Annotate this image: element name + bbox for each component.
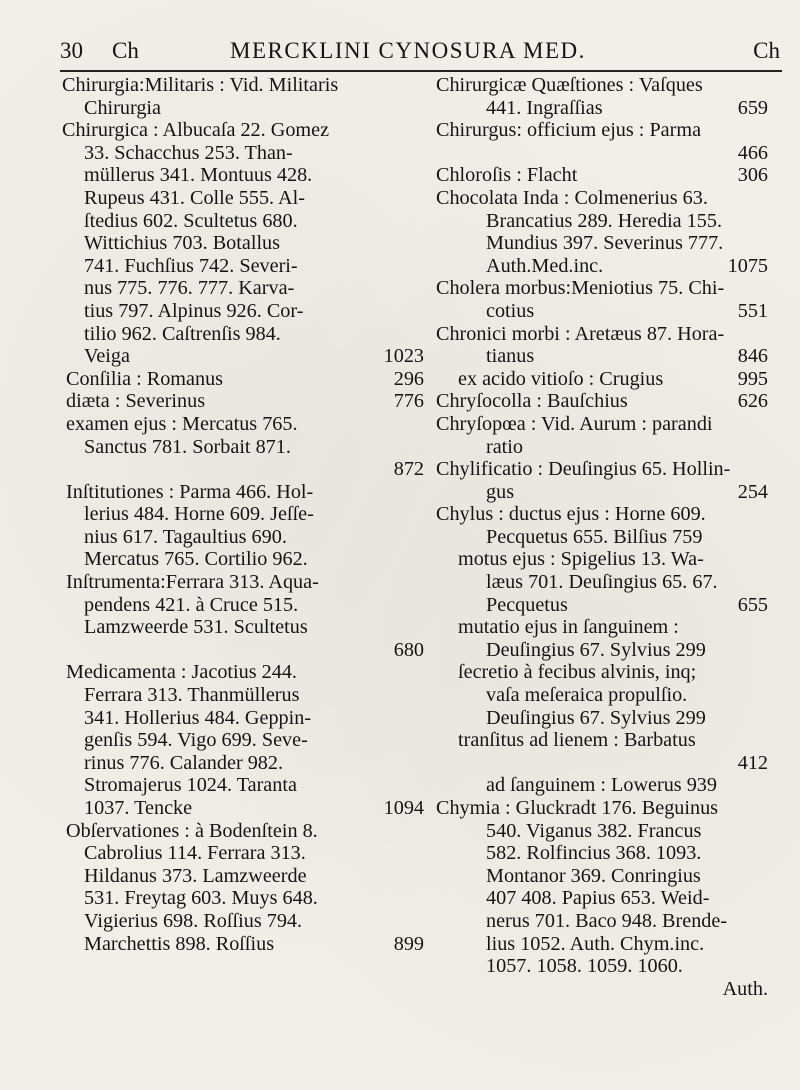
index-line xyxy=(62,390,424,413)
index-text: vaſa meſeraica propulſio. xyxy=(486,684,688,707)
index-text: Wittichius 703. Botallus xyxy=(84,232,281,255)
index-page-ref: 776 xyxy=(393,390,424,413)
index-page-ref: 846 xyxy=(737,345,768,368)
index-line xyxy=(62,571,424,594)
index-page-ref: 659 xyxy=(737,96,768,119)
index-text: Veiga xyxy=(84,345,130,368)
index-text: Auth.Med.inc. xyxy=(486,254,604,277)
index-line xyxy=(62,255,424,278)
index-line xyxy=(62,797,424,820)
index-line xyxy=(436,74,768,97)
index-line xyxy=(436,232,768,255)
index-line xyxy=(62,74,424,97)
index-text: Mundius 397. Severinus 777. xyxy=(486,232,724,255)
index-text: Sanctus 781. Sorbait 871. xyxy=(84,435,291,458)
index-text: 1057. 1058. 1059. 1060. xyxy=(486,955,683,978)
index-text: nus 775. 776. 777. Karva- xyxy=(84,277,295,300)
index-line xyxy=(436,164,768,187)
index-page-ref: Auth. xyxy=(722,977,768,1000)
index-line xyxy=(62,142,424,165)
index-text: 582. Rolfincius 368. 1093. xyxy=(486,842,702,865)
index-text: ſtedius 602. Scultetus 680. xyxy=(84,209,298,232)
index-line xyxy=(436,390,768,413)
index-text: 531. Freytag 603. Muys 648. xyxy=(84,887,318,910)
index-text: 1037. Tencke xyxy=(84,797,193,819)
index-page-ref: 306 xyxy=(737,164,768,187)
page-number: 30 xyxy=(60,38,83,63)
index-text: Chryſocolla : Bauſchius xyxy=(436,390,628,413)
index-page-ref: 254 xyxy=(737,480,768,503)
index-page-ref: 551 xyxy=(737,299,768,322)
index-text: nius 617. Tagaultius 690. xyxy=(84,525,287,548)
index-line xyxy=(436,255,768,278)
index-line xyxy=(62,277,424,300)
index-line xyxy=(62,323,424,346)
index-text: müllerus 341. Montuus 428. xyxy=(84,164,313,187)
index-line xyxy=(436,752,768,775)
index-text: Chronici morbi : Aretæus 87. Hora- xyxy=(436,322,725,345)
index-line xyxy=(436,97,768,120)
running-head-left: Ch xyxy=(112,38,139,63)
index-text: Chirurgia:Militaris : Vid. Militaris xyxy=(62,74,339,96)
index-line xyxy=(436,797,768,820)
index-text: Hildanus 373. Lamzweerde xyxy=(84,864,307,887)
index-page-ref: 872 xyxy=(393,458,424,481)
index-line xyxy=(436,548,768,571)
index-line xyxy=(62,97,424,120)
index-page-ref: 412 xyxy=(737,751,768,774)
index-line xyxy=(436,300,768,323)
index-line xyxy=(62,503,424,526)
index-text: Chylificatio : Deuſingius 65. Hollin- xyxy=(436,458,731,481)
index-column-right xyxy=(436,74,768,1000)
index-line xyxy=(436,142,768,165)
index-text: 407 408. Papius 653. Weid- xyxy=(486,887,710,910)
index-text: Chymia : Gluckradt 176. Beguinus xyxy=(436,797,719,819)
index-line xyxy=(62,232,424,255)
index-line xyxy=(62,661,424,684)
index-line xyxy=(62,368,424,391)
index-line xyxy=(62,164,424,187)
index-line xyxy=(436,707,768,730)
index-text: Lamzweerde 531. Scultetus xyxy=(84,616,308,639)
index-text: Rupeus 431. Colle 555. Al- xyxy=(84,186,305,209)
index-page-ref: 466 xyxy=(737,141,768,164)
index-line xyxy=(62,458,424,481)
index-line xyxy=(436,503,768,526)
index-line xyxy=(62,616,424,639)
index-line xyxy=(436,661,768,684)
index-text: gus xyxy=(486,480,515,503)
index-line xyxy=(436,978,768,1001)
index-line xyxy=(436,865,768,888)
index-text: Brancatius 289. Heredia 155. xyxy=(486,209,723,232)
index-text: Chirurgica : Albucaſa 22. Gomez xyxy=(62,119,330,142)
index-line xyxy=(436,345,768,368)
index-line xyxy=(436,119,768,142)
index-text: Conſilia : Romanus xyxy=(66,367,224,390)
index-page-ref: 899 xyxy=(393,932,424,955)
index-text: tius 797. Alpinus 926. Cor- xyxy=(84,299,304,322)
index-text: tianus xyxy=(486,345,535,368)
index-text: Montanor 369. Conringius xyxy=(486,864,701,887)
index-line xyxy=(62,842,424,865)
index-text: Obſervationes : à Bodenſtein 8. xyxy=(66,819,318,842)
index-text: nerus 701. Baco 948. Brende- xyxy=(486,909,728,932)
index-line xyxy=(436,820,768,843)
index-text: Inſtrumenta:Ferrara 313. Aqua- xyxy=(66,571,319,594)
index-line xyxy=(62,774,424,797)
index-line xyxy=(62,933,424,956)
index-text: Marchettis 898. Roſſius xyxy=(84,932,275,955)
index-line xyxy=(436,955,768,978)
index-text: ſecretio à fecibus alvinis, inq; xyxy=(458,661,697,684)
index-text: Chirurgus: officium ejus : Parma xyxy=(436,119,702,142)
index-page-ref: 626 xyxy=(737,390,768,413)
index-text: Chirurgia xyxy=(84,96,162,119)
index-text: Pecquetus 655. Bilſius 759 xyxy=(486,525,703,548)
index-line xyxy=(62,119,424,142)
page-title: MERCKLINI CYNOSURA MED. xyxy=(230,38,586,63)
index-text: Chylus : ductus ejus : Horne 609. xyxy=(436,503,706,526)
index-line xyxy=(436,774,768,797)
index-text: pendens 421. à Cruce 515. xyxy=(84,593,299,616)
index-text: diæta : Severinus xyxy=(66,390,206,413)
index-text: 441. Ingraſſias xyxy=(486,96,603,119)
index-text: Chryſopœa : Vid. Aurum : parandi xyxy=(436,412,713,435)
index-line xyxy=(436,436,768,459)
index-text: 540. Viganus 382. Francus xyxy=(486,819,702,842)
index-page-ref: 1094 xyxy=(383,797,424,819)
index-line xyxy=(436,684,768,707)
index-page-ref: 1023 xyxy=(383,345,424,368)
index-line xyxy=(436,526,768,549)
index-text: rinus 776. Calander 982. xyxy=(84,751,284,774)
index-line xyxy=(62,210,424,233)
index-line xyxy=(62,707,424,730)
index-line xyxy=(436,458,768,481)
index-text: Chocolata Inda : Colmenerius 63. xyxy=(436,186,708,209)
index-line xyxy=(436,910,768,933)
index-line xyxy=(62,752,424,775)
index-line xyxy=(436,842,768,865)
index-text: ratio xyxy=(486,435,523,458)
running-header xyxy=(60,34,780,68)
index-line xyxy=(62,684,424,707)
index-text: 741. Fuchſius 742. Severi- xyxy=(84,254,298,277)
index-line xyxy=(436,277,768,300)
index-text: cotius xyxy=(486,299,535,322)
index-line xyxy=(436,571,768,594)
index-text: 33. Schacchus 253. Than- xyxy=(84,141,293,164)
index-line xyxy=(62,594,424,617)
index-line xyxy=(436,187,768,210)
index-line xyxy=(436,729,768,752)
index-text: lius 1052. Auth. Chym.inc. xyxy=(486,932,705,955)
index-text: tranſitus ad lienem : Barbatus xyxy=(458,729,696,752)
index-page-ref: 655 xyxy=(737,593,768,616)
index-line xyxy=(62,300,424,323)
index-text: Inſtitutiones : Parma 466. Hol- xyxy=(66,480,314,503)
index-text: Cholera morbus:Meniotius 75. Chi- xyxy=(436,277,725,300)
index-page-ref: 296 xyxy=(393,367,424,390)
index-text: Pecquetus xyxy=(486,593,568,616)
index-text: ex acido vitioſo : Crugius xyxy=(458,367,664,390)
index-text: Deuſingius 67. Sylvius 299 xyxy=(486,638,706,661)
index-line xyxy=(436,368,768,391)
index-text: Cabrolius 114. Ferrara 313. xyxy=(84,842,306,865)
index-line xyxy=(62,729,424,752)
index-text: Medicamenta : Jacotius 244. xyxy=(66,661,297,684)
index-text: 341. Hollerius 484. Geppin- xyxy=(84,706,312,729)
index-line xyxy=(436,594,768,617)
index-text: motus ejus : Spigelius 13. Wa- xyxy=(458,548,704,571)
index-text: tilio 962. Caſtrenſis 984. xyxy=(84,322,281,345)
index-page-ref: 680 xyxy=(393,638,424,661)
index-line xyxy=(436,933,768,956)
index-text: Stromajerus 1024. Taranta xyxy=(84,774,297,797)
index-line xyxy=(62,187,424,210)
index-line xyxy=(62,639,424,662)
index-line xyxy=(62,526,424,549)
header-rule xyxy=(60,70,782,72)
index-line xyxy=(436,639,768,662)
index-page-ref: 1075 xyxy=(727,254,768,277)
index-line xyxy=(62,413,424,436)
index-text: Deuſingius 67. Sylvius 299 xyxy=(486,706,706,729)
index-text: Chloroſis : Flacht xyxy=(436,164,578,187)
index-text: Chirurgicæ Quæſtiones : Vaſques xyxy=(436,74,703,96)
index-line xyxy=(62,910,424,933)
index-text: læus 701. Deuſingius 65. 67. xyxy=(486,571,718,594)
index-line xyxy=(436,887,768,910)
index-text: Vigierius 698. Roſſius 794. xyxy=(84,909,303,932)
index-line xyxy=(62,548,424,571)
index-line xyxy=(62,865,424,888)
index-line xyxy=(62,345,424,368)
index-text: lerius 484. Horne 609. Jeſſe- xyxy=(84,503,314,526)
index-line xyxy=(62,481,424,504)
index-line xyxy=(436,413,768,436)
index-page-ref: 995 xyxy=(737,367,768,390)
index-text: ad ſanguinem : Lowerus 939 xyxy=(486,774,717,797)
index-line xyxy=(436,210,768,233)
index-text: mutatio ejus in ſanguinem : xyxy=(458,616,679,639)
running-head-right: Ch xyxy=(753,38,780,63)
index-text: examen ejus : Mercatus 765. xyxy=(66,412,298,435)
index-text: genſis 594. Vigo 699. Seve- xyxy=(84,729,308,752)
index-text: Ferrara 313. Thanmüllerus xyxy=(84,684,300,707)
index-line xyxy=(62,436,424,459)
index-line xyxy=(436,481,768,504)
index-text: Mercatus 765. Cortilio 962. xyxy=(84,548,308,571)
index-line xyxy=(436,616,768,639)
index-line xyxy=(62,887,424,910)
index-line xyxy=(436,323,768,346)
index-line xyxy=(62,820,424,843)
index-column-left xyxy=(62,74,424,955)
